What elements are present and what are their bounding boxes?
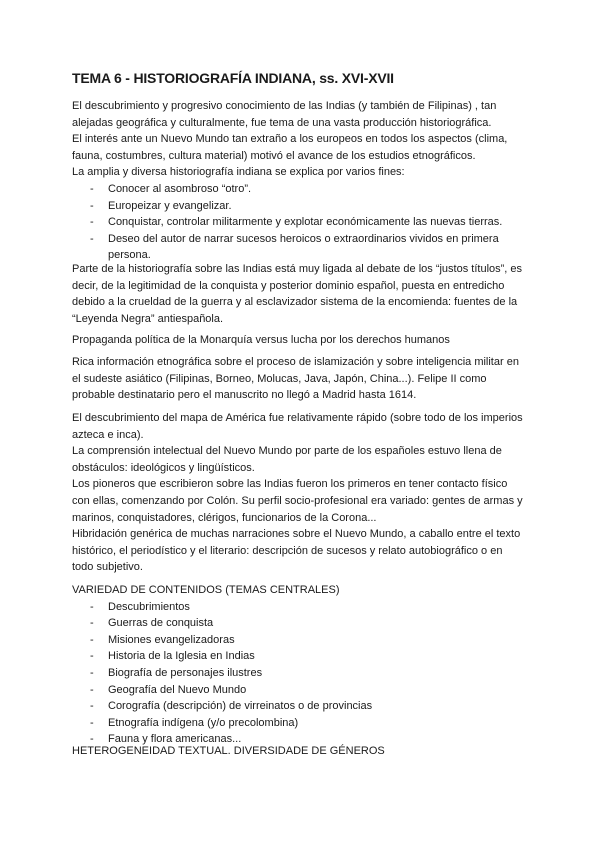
text-line: el sudeste asiático (Filipinas, Borneo, Molucas, Java, Japón, China...). Felipe II como (72, 372, 487, 385)
text-line: Hibridación genérica de muchas narraciones sobre el Nuevo Mundo, a caballo entre el texto (72, 528, 521, 541)
list-item (72, 214, 507, 231)
list-item-text: Conocer al asombroso “otro”. (108, 182, 252, 195)
variedad-section (72, 582, 372, 748)
text-line: azteca e inca). (72, 428, 144, 441)
list-item (72, 198, 507, 215)
dash-bullet: - (90, 199, 94, 212)
text-line: fauna, costumbres, cultura material) motivó el avance de los estudios etnográficos. (72, 149, 476, 162)
intro-paragraph (72, 98, 507, 264)
dash-bullet: - (90, 633, 94, 646)
text-line: La comprensión intelectual del Nuevo Mundo por parte de los españoles estuvo llena de (72, 445, 502, 458)
list-item-text: Deseo del autor de narrar sucesos heroicos o extraordinarios vividos en primera (108, 232, 499, 245)
document-title: TEMA 6 - HISTORIOGRAFÍA INDIANA, ss. XVI-XVII (72, 70, 394, 86)
list-item-text: Europeizar y evangelizar. (108, 199, 232, 212)
list-item (72, 715, 372, 732)
dash-bullet: - (90, 716, 94, 729)
section-heading: HETEROGENEIDAD TEXTUAL. DIVERSIDADE DE GÉNEROS (72, 745, 385, 757)
dash-bullet: - (90, 232, 94, 245)
text-line: La amplia y diversa historiografía indiana se explica por varios fines: (72, 166, 405, 179)
dash-bullet: - (90, 216, 94, 229)
dash-bullet: - (90, 650, 94, 663)
list-item (72, 648, 372, 665)
list-item (72, 665, 372, 682)
dash-bullet: - (90, 600, 94, 613)
text-line: histórico, el periodístico y el literario: descripción de sucesos y relato autobiográfico o en (72, 544, 503, 557)
text-line: El descubrimiento y progresivo conocimiento de las Indias (y también de Filipinas) , tan (72, 100, 497, 112)
text-line: probable destinatario pero el manuscrito no llegó a Madrid hasta 1614. (72, 389, 417, 402)
text-line: debido a la crueldad de la guerra y al esclavizador sistema de la encomienda: fuentes de la (72, 296, 518, 309)
dash-bullet: - (90, 683, 94, 696)
dash-bullet: - (90, 617, 94, 630)
dash-bullet: - (90, 182, 94, 195)
text-line: todo subjetivo. (72, 561, 143, 574)
list-item-text: Historia de la Iglesia en Indias (108, 650, 255, 663)
section-heading: VARIEDAD DE CONTENIDOS (TEMAS CENTRALES) (72, 584, 340, 596)
list-item (72, 231, 507, 248)
list-item-text: Biografía de personajes ilustres (108, 666, 263, 679)
text-line: El descubrimiento del mapa de América fue relativamente rápido (sobre todo de los imperios (72, 412, 523, 424)
text-line: con ellas, comenzando por Colón. Su perfil socio-profesional era variado: gentes de armas y (72, 494, 523, 507)
list-item-text: persona. (108, 249, 151, 262)
list-item (72, 698, 372, 715)
text-line: Parte de la historiografía sobre las Indias está muy ligada al debate de los “justos títulos”, es (72, 263, 523, 275)
rica-paragraph (72, 354, 519, 404)
list-item-text: Corografía (descripción) de virreinatos o de provincias (108, 700, 373, 713)
text-line: decir, de la legitimidad de la conquista y posterior dominio español, puesta en entredicho (72, 279, 505, 292)
list-item-text: Misiones evangelizadoras (108, 633, 235, 646)
dash-bullet: - (90, 700, 94, 713)
propaganda-paragraph (72, 332, 450, 349)
justos-titulos-paragraph (72, 261, 522, 327)
list-item-text: Descubrimientos (108, 600, 190, 613)
text-line: obstáculos: ideológicos y lingüísticos. (72, 461, 255, 474)
heterogeneidad-heading-block (72, 743, 385, 760)
dash-bullet: - (90, 666, 94, 679)
list-item-text: Guerras de conquista (108, 617, 214, 630)
list-item-text: Geografía del Nuevo Mundo (108, 683, 247, 696)
list-item (72, 615, 372, 632)
list-item-text: Fauna y flora americanas... (108, 733, 242, 746)
text-line: alejadas geográfica y culturalmente, fue tema de una vasta producción historiográfica. (72, 116, 492, 129)
list-item (72, 181, 507, 198)
text-line: Los pioneros que escribieron sobre las Indias fueron los primeros en tener contacto físico (72, 478, 508, 491)
list-item (72, 682, 372, 699)
text-line: marinos, conquistadores, clérigos, funcionarios de la Corona... (72, 511, 377, 524)
text-line: Propaganda política de la Monarquía versus lucha por los derechos humanos (72, 334, 450, 346)
text-line: Rica información etnográfica sobre el proceso de islamización y sobre inteligencia militar en (72, 356, 519, 368)
text-line: El interés ante un Nuevo Mundo tan extraño a los europeos en todos los aspectos (clima, (72, 133, 508, 146)
list-item-text: Etnografía indígena (y/o precolombina) (108, 716, 299, 729)
dash-bullet: - (90, 733, 94, 746)
list-item-text: Conquistar, controlar militarmente y explotar económicamente las nuevas tierras. (108, 216, 503, 229)
list-item (72, 632, 372, 649)
text-line: “Leyenda Negra” antiespañola. (72, 312, 224, 325)
descubrimiento-paragraph (72, 410, 523, 576)
list-item (72, 599, 372, 616)
